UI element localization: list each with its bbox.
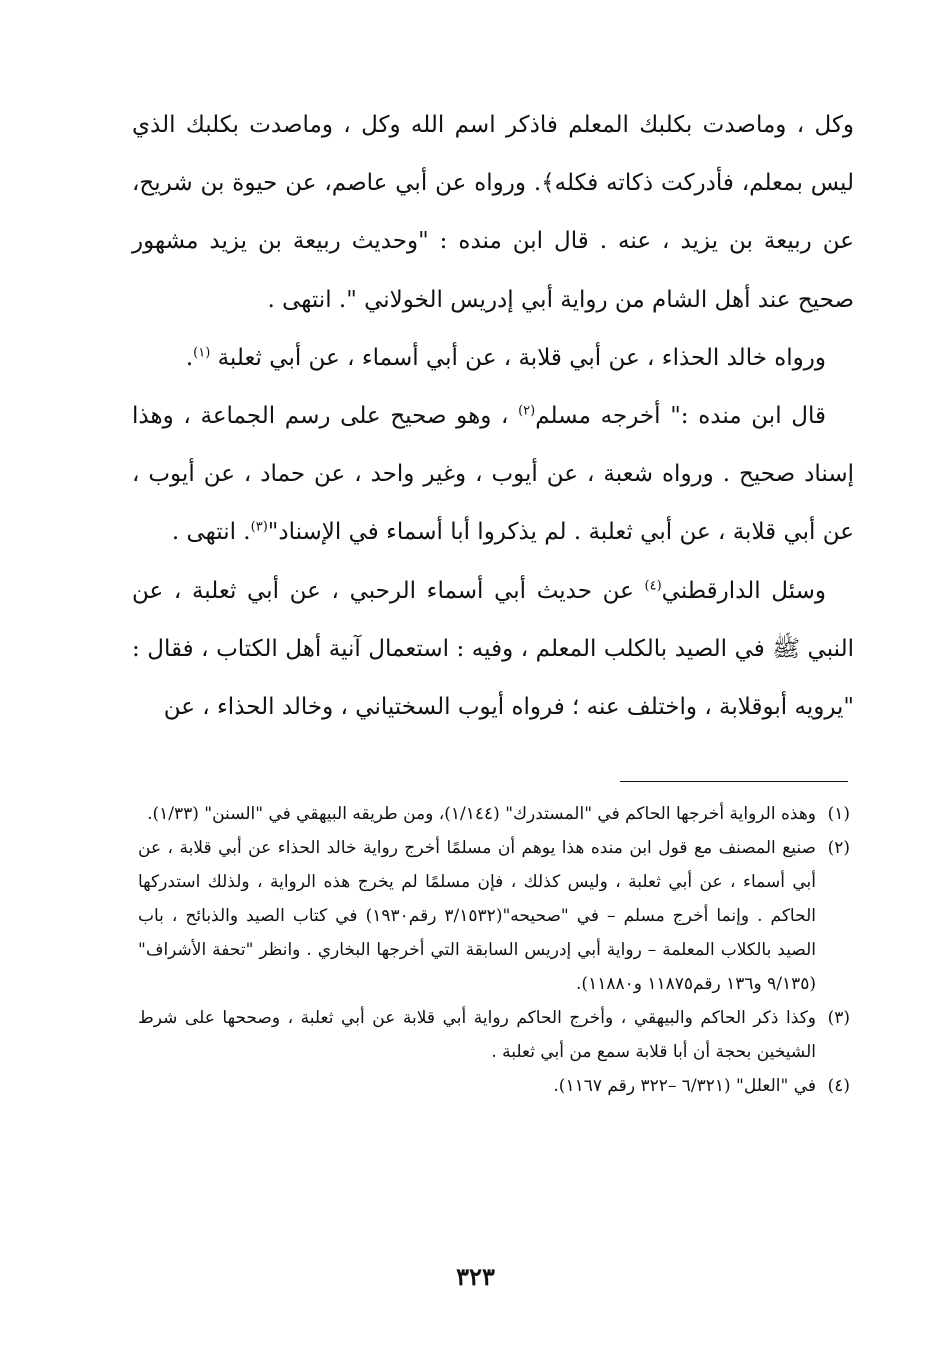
- paragraph-4: [132, 562, 854, 737]
- footnote-4: [138, 1069, 850, 1103]
- footnote-text: وهذه الرواية أخرجها الحاكم في "المستدرك" (١/١٤٤)، ومن طريقه البيهقي في "السنن" (١/٣٣).: [147, 804, 816, 824]
- footnote-number: (٣): [827, 1008, 850, 1028]
- main-body-text: [132, 96, 854, 736]
- footnote-1: [138, 797, 850, 831]
- paragraph-2: [132, 329, 854, 387]
- footnote-ref-1[interactable]: (١): [193, 345, 211, 361]
- paragraph-3-text-b: ، وهو صحيح على رسم الجماعة ، وهذا إسناد صحيح . ورواه شعبة ، عن أيوب ، وغير واحد ، عن حماد ، عن أيوب ، عن أبي قلابة ، عن أبي ثعلبة . لم يذكروا أبا أسماء في الإسناد": [132, 403, 854, 546]
- footnote-text: في "العلل" (٦/٣٢١ –٣٢٢ رقم ١١٦٧).: [553, 1076, 816, 1096]
- footnote-number: (٢): [827, 838, 850, 858]
- paragraph-3-text-c: . انتهى .: [171, 519, 251, 546]
- footnote-ref-2[interactable]: (٢): [518, 403, 536, 419]
- footnote-separator: [620, 781, 848, 782]
- footnotes-section: [138, 797, 850, 1103]
- paragraph-1: وكل ، وماصدت بكلبك المعلم فاذكر اسم الله وكل ، وماصدت بكلبك الذي ليس بمعلم، فأدركت ذكاته فكله﴾. ورواه عن أبي عاصم، عن حيوة بن شريح، عن ربيعة بن يزيد ، عنه . قال ابن منده : "وحديث ربيعة بن يزيد مشهور صحيح عند أهل الشام من رواية أبي إدريس الخولاني ". انتهى .: [132, 112, 854, 313]
- paragraph-3: [132, 387, 854, 562]
- paragraph-4-text-b: عن حديث أبي أسماء الرحبي ، عن أبي ثعلبة ، عن النبي ﷺ في الصيد بالكلب المعلم ، وفيه : استعمال آنية أهل الكتاب ، فقال : "يرويه أبوقلابة ، واختلف عنه ؛ فرواه أيوب السختياني ، وخالد الحذاء ، عن: [132, 577, 854, 721]
- footnote-2: [138, 831, 850, 1001]
- paragraph-2-end: .: [185, 344, 194, 371]
- footnote-number: (٤): [827, 1076, 850, 1096]
- paragraph-2-text: ورواه خالد الحذاء ، عن أبي قلابة ، عن أبي أسماء ، عن أبي ثعلبة: [210, 344, 826, 371]
- footnote-ref-3[interactable]: (٣): [250, 519, 268, 535]
- page-number: ٣٢٣: [456, 1262, 495, 1291]
- paragraph-3-text-a: قال ابن منده :" أخرجه مسلم: [535, 403, 826, 430]
- footnote-number: (١): [827, 804, 850, 824]
- footnote-text: صنيع المصنف مع قول ابن منده هذا يوهم أن مسلمًا أخرج رواية خالد الحذاء عن أبي قلابة ، عن أبي أسماء ، عن أبي ثعلبة ، وليس كذلك ، فإن مسلمًا لم يخرج هذه الرواية ، ولذلك استدركها الحاكم . وإنما أخرج مسلم – في "صحيحه"(٣/١٥٣٢ رقم١٩٣٠) في كتاب الصيد والذبائح ، باب الصيد بالكلاب المعلمة – رواية أبي إدريس السابقة التي أخرجها البخاري . وانظر "تحفة الأشراف" (٩/١٣٥ و١٣٦ رقم١١٨٧٥ و١١٨٨٠).: [138, 838, 816, 994]
- paragraph-4-text-a: وسئل الدارقطني: [661, 577, 826, 604]
- footnote-ref-4[interactable]: (٤): [644, 577, 662, 593]
- footnote-text: وكذا ذكر الحاكم والبيهقي ، وأخرج الحاكم رواية أبي قلابة عن أبي ثعلبة ، وصححها على شرط الشيخين بحجة أن أبا قلابة سمع من أبي ثعلبة .: [138, 1008, 816, 1062]
- footnote-3: [138, 1001, 850, 1069]
